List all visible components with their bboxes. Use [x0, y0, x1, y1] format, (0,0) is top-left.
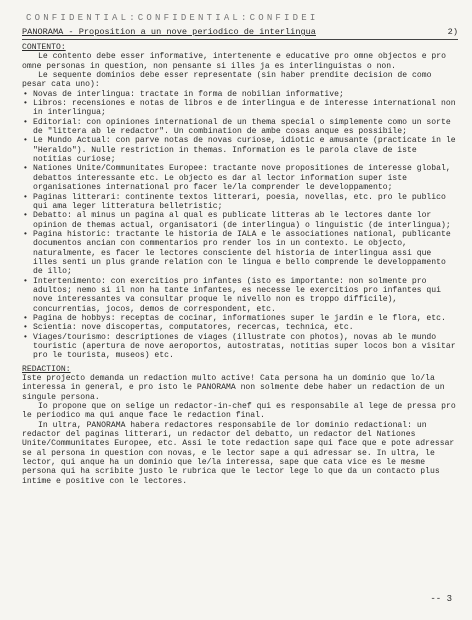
redaction-paragraph: Iste projecto demanda un redaction multo active! Cata persona ha un dominio que lo/la interessa in general, e pro isto le PANORAMA non solmente debe haber un redaction de un singule persona.	[22, 374, 445, 402]
redaction-paragraph: Io propone que on selige un redactor-in-chef qui es responsabile al lege de pressa pro le periodico ma qui anque face le redaction final.	[22, 402, 456, 421]
list-item: • Le Mundo Actual: con parve notas de novas curiose, idiotic e amusante (practicate in le "Heraldo"). Nulle restriction in themas. Information es le parola clave de iste notitias curiose;	[22, 136, 458, 164]
contento-intro: Le contento debe esser informative, intertenente e educative pro omne objectos e pro omne personas in question, non pensante si illes jа es interlinguistas o non.	[22, 52, 446, 71]
section-heading-redaction: REDACTION:	[22, 364, 71, 374]
list-item: • Editorial: con opiniones international de un thema special o simplemente como un sorte de "littera ab le redactor". Un combination de ambe cosas anque es possibile;	[22, 118, 458, 137]
contento-lead: Le sequente dominios debe esser representate (sin haber prendite decision de como pesar cata uno):	[22, 71, 432, 90]
list-item: • Viages/tourismo: descriptiones de viages (illustrate con photos), novas ab le mundo touristic (apertura de nove aeroportos, autostratas, notitias super locos bon a visitar pro le tourista, museos) etc.	[22, 333, 458, 361]
document-title: PANORAMA - Proposition a un nove periodico de interlingua	[22, 27, 316, 37]
confidential-banner: CONFIDENTIAL:CONFIDENTIAL:CONFIDEI	[26, 13, 319, 23]
redaction-paragraph: In ultra, PANORAMA habera redactores responsabile de lor dominio redactional: un redactor del paginas litterari, un redactor del debatto, un redactor del Nationes Unite/Communitates Europee, etc. Assi le tote redaction sape qui face que e pote adressar se al persona in question con novas, e le lector sape a qui adressar se. In ultra, le lector, qui anque ha un dominio que le/la interessa, sape que cata vice es le mesme persona qui ha scribite justo le rubrica que le lector lege lo que da un contacto plus intime e positive con le lectores.	[22, 420, 455, 486]
list-item: • Scientia: nove discopertas, computatores, recercas, technica, etc.	[22, 323, 458, 332]
list-item: • Pagina historic: tractante le historia de IALA e le associationes national, publicante documentos ancian con commentarios pro render los in un contexto. Le objecto, naturalmente, es facer le lectores consciente del historia de interlingua assi que illes senti un plus grande relation con le lingua e bello comprende le developpamento de illo;	[22, 230, 458, 277]
list-item: • Paginas litterari: continente textos litterari, poesia, novellas, etc. pro le publico qui ama leger litteratura belletristic;	[22, 193, 458, 212]
document-body	[22, 43, 458, 486]
list-item: • Novas de interlingua: tractate in forma de nobilian informative;	[22, 90, 458, 99]
document-header	[22, 27, 458, 40]
list-item: • Debatto: al minus un pagina al qual es publicate litteras ab le lectores dante lor opinion de themas actual, organisatori (de interlingua) o linguistic (de interlingua);	[22, 211, 458, 230]
domain-list	[22, 90, 458, 361]
list-item: • Nationes Unite/Communitates Europee: tractante nove propositiones de interesse global, debattos interessante etc. Le objecto es dar al lector information super iste organisationes international pro facer le/la comprender le developpamento;	[22, 164, 458, 192]
list-item: • Pagina de hobbys: receptas de cocinar, informationes super le jardin e le flora, etc.	[22, 314, 458, 323]
list-item: • Intertenimento: con exercitios pro infantes (isto es importante: non solmente pro adultos; nemo si il non ha tante infantes, es necesse le exercitios pro infantes qui nove interessantes va consultar proque le nivello non es troppo difficile), concurrentias, jocos, demos de correspondent, etc.	[22, 277, 458, 314]
section-heading-contento: CONTENTO:	[22, 43, 66, 52]
list-item: • Libros: recensiones e notas de libros e de interlingua e de interesse international non in interlingua;	[22, 99, 458, 118]
page-reference: 2)	[447, 27, 458, 37]
page-number: -- 3	[430, 594, 452, 604]
